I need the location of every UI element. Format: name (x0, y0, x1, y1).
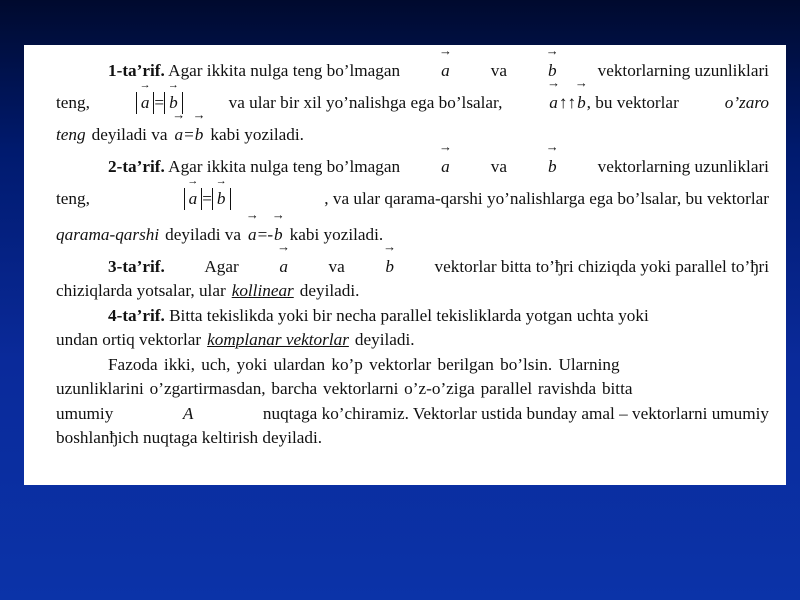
def2-text: vektorlarning uzunliklari (597, 156, 769, 176)
para5-text: Fazoda ikki, uch, yoki ulardan ko’p vektorlar berilgan bo’lsin. Ularning (108, 354, 620, 374)
para5-line1 (56, 353, 769, 378)
vector-a: → a (440, 59, 451, 84)
para5-line4 (56, 426, 769, 451)
vector-a: → a (440, 155, 451, 180)
para5-text: umumiy (56, 403, 114, 423)
def4-text: deyiladi. (354, 330, 415, 349)
equals-sign: = (154, 92, 165, 112)
def1-term: o’zaro (724, 92, 769, 112)
equals-sign: = (202, 188, 212, 208)
def2-text: deyiladi va (165, 224, 242, 244)
def3-text: Agar (204, 256, 239, 276)
para5-text: boshlanђich nuqtaga keltirish deyiladi. (56, 428, 323, 447)
equals-sign: =- (257, 224, 274, 244)
def1-text: teng, (56, 92, 90, 112)
def3-label: 3-ta’rif. (108, 256, 165, 276)
vector-b: → b (547, 59, 558, 84)
vector-b: → b (216, 188, 227, 210)
def2-line3 (56, 211, 769, 247)
codirectional-arrows: ↑↑ (558, 92, 577, 112)
para5-line3 (56, 402, 769, 427)
def2-text: va (490, 156, 507, 176)
def4-text: Bitta tekislikda yoki bir necha parallel tekisliklarda yotgan uchta yoki (169, 305, 649, 325)
def1-text: kabi yoziladi. (210, 124, 304, 144)
equals-sign: = (184, 124, 194, 144)
vector-a: → a (140, 92, 151, 114)
point-label: A (182, 403, 194, 423)
slide-content (24, 45, 786, 485)
def3-text: chiziqlarda yotsalar, ular (56, 281, 226, 300)
vector-b: → b (576, 91, 587, 116)
vector-b: → b (547, 155, 558, 180)
vector-a: → a (548, 91, 559, 116)
def1-line2 (56, 83, 769, 115)
def2-text: Agar ikkita nulga teng bo’lmagan (168, 156, 401, 176)
def3-text: va (328, 256, 345, 276)
def3-text: vektorlar bitta to’ђri chiziqda yoki parallel to’ђri (434, 256, 769, 276)
def4-text: undan ortiq vektorlar (56, 330, 202, 349)
def2-text: kabi yoziladi. (289, 224, 384, 244)
vector-a: → a (247, 223, 258, 248)
para5-text: nuqtaga ko’chiramiz. Vektorlar ustida bunday amal – vektorlarni umumiy (262, 403, 769, 423)
def1-text: , bu vektorlar (586, 92, 679, 112)
def1-label: 1-ta’rif. (108, 60, 165, 80)
vector-a: → a (278, 255, 289, 280)
def3-text: deyiladi. (299, 281, 360, 300)
def4-term: komplanar vektorlar (207, 330, 349, 349)
def4-label: 4-ta’rif. (108, 305, 165, 325)
para5-line2 (56, 377, 769, 402)
vector-b: → b (384, 255, 395, 280)
def1-text: Agar ikkita nulga teng bo’lmagan (168, 60, 401, 80)
def1-text: va ular bir xil yo’nalishga ega bo’lsalar, (228, 92, 503, 112)
def4-line1 (56, 304, 769, 329)
vector-b: → b (168, 92, 179, 114)
def2-line2 (56, 179, 769, 211)
def2-term: qarama-qarshi (56, 224, 160, 244)
vector-a: → a (188, 188, 199, 210)
def2-text: teng, (56, 188, 90, 208)
def3-term: kollinear (231, 281, 294, 300)
def3-line2 (56, 279, 769, 304)
def2-text: , va ular qarama-qarshi yo’nalishlarga ega bo’lsalar, bu vektorlar (324, 188, 769, 208)
para5-text: uzunliklarini o’zgartirmasdan, barcha vektorlarni o’z-o’ziga parallel ravishda bitta (56, 379, 633, 398)
def1-line1 (56, 51, 769, 83)
def4-line2 (56, 328, 769, 353)
def1-text: va (490, 60, 507, 80)
abs-equality (184, 187, 231, 212)
vector-b: → b (194, 123, 205, 148)
def2-line1 (56, 147, 769, 179)
def1-term: teng (56, 124, 86, 144)
def1-line3 (56, 115, 769, 147)
def1-text: deyiladi va (91, 124, 168, 144)
def3-line1 (56, 247, 769, 279)
def1-text: vektorlarning uzunliklari (597, 60, 769, 80)
vector-a: → a (173, 123, 184, 148)
def2-label: 2-ta’rif. (108, 156, 165, 176)
vector-b: → b (273, 223, 284, 248)
